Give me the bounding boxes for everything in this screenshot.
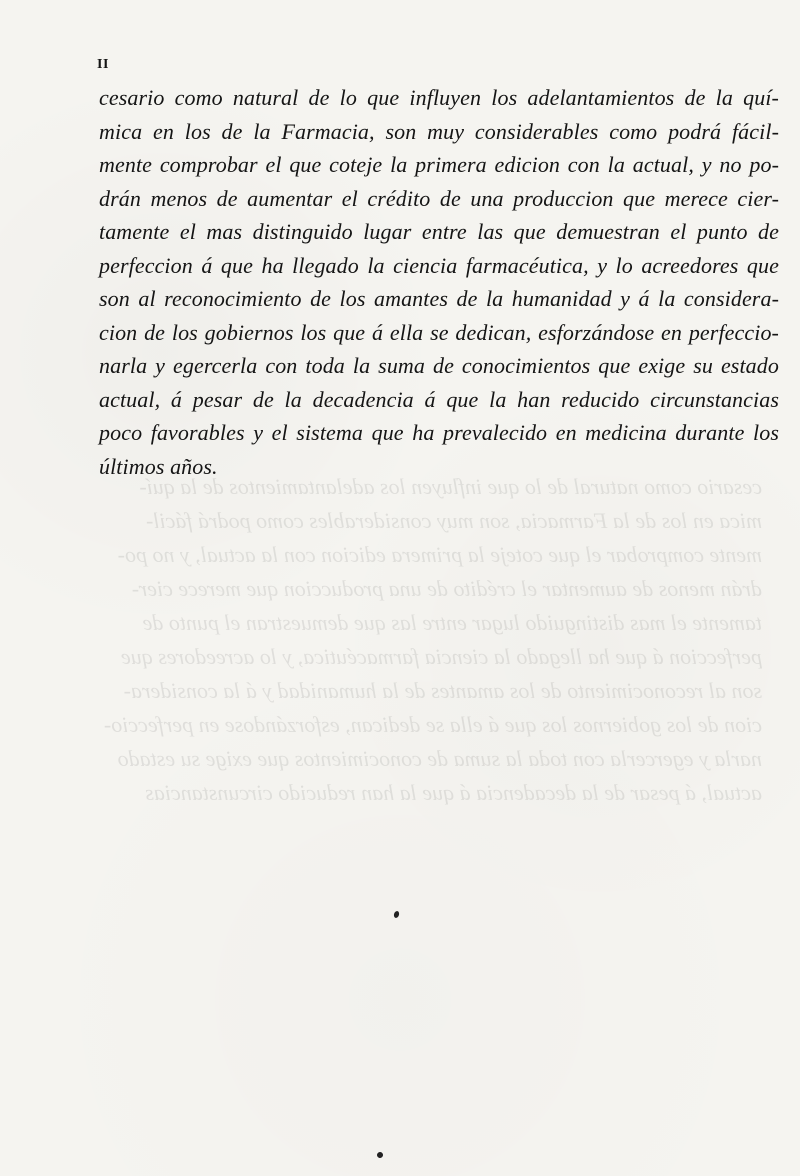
ink-speck [376,1151,384,1159]
bleed-through-line: actual, á pesar de la decadencia á que la han reducido circunstancias [145,780,762,805]
paragraph-line: actual, á pesar de la decadencia á que la han reducido circunstancias [99,386,779,412]
bleed-through-line: tamente el mas distinguido lugar entre las que demuestran el punto de [142,610,762,635]
paragraph-line: poco favorables y el sistema que ha prevalecido en medicina durante los [99,420,779,445]
paragraph-line: últimos años. [99,453,218,479]
paper-bleed-through [102,470,762,830]
paragraph-line: cion de los gobiernos los que á ella se dedican, esforzándose en perfeccio- [99,319,779,345]
bleed-through-line: drán menos de aumentar el crédito de una produccion que merece cier- [131,576,762,601]
paragraph-line: tamente el mas distinguido lugar entre las que demuestran el punto de [99,219,779,244]
paragraph-line: narla y egercerla con toda la suma de conocimientos que exige su estado [99,353,779,378]
paragraph-line: perfeccion á que ha llegado la ciencia farmacéutica, y lo acreedores que [99,252,779,278]
paragraph-line: mica en los de la Farmacia, son muy considerables como podrá fácil- [99,118,779,144]
bleed-through-line: mica en los de la Farmacia, son muy considerables como podrá fácil- [146,508,762,533]
paragraph-line: mente comprobar el que coteje la primera edicion con la actual, y no po- [99,152,779,177]
paragraph-line: drán menos de aumentar el crédito de una produccion que merece cier- [99,185,779,211]
page-number: II [97,57,109,72]
bleed-through-line: perfeccion á que ha llegado la ciencia farmacéutica, y lo acreedores que [120,644,762,669]
bleed-through-line: cion de los gobiernos los que á ella se dedican, esforzándose en perfeccio- [103,712,762,737]
paragraph-line: son al reconocimiento de los amantes de la humanidad y á la considera- [99,286,779,311]
bleed-through-line: son al reconocimiento de los amantes de la humanidad y á la considera- [123,678,762,703]
bleed-through-line: cesario como natural de lo que influyen los adelantamientos de la quí- [139,474,762,499]
bleed-through-line: mente comprobar el que coteje la primera edicion con la actual, y no po- [117,542,762,567]
paragraph-line: cesario como natural de lo que influyen los adelantamientos de la quí- [99,85,779,110]
main-paragraph [99,81,779,483]
ink-speck [393,910,400,918]
bleed-through-line: narla y egercerla con toda la suma de conocimientos que exige su estado [117,746,762,771]
